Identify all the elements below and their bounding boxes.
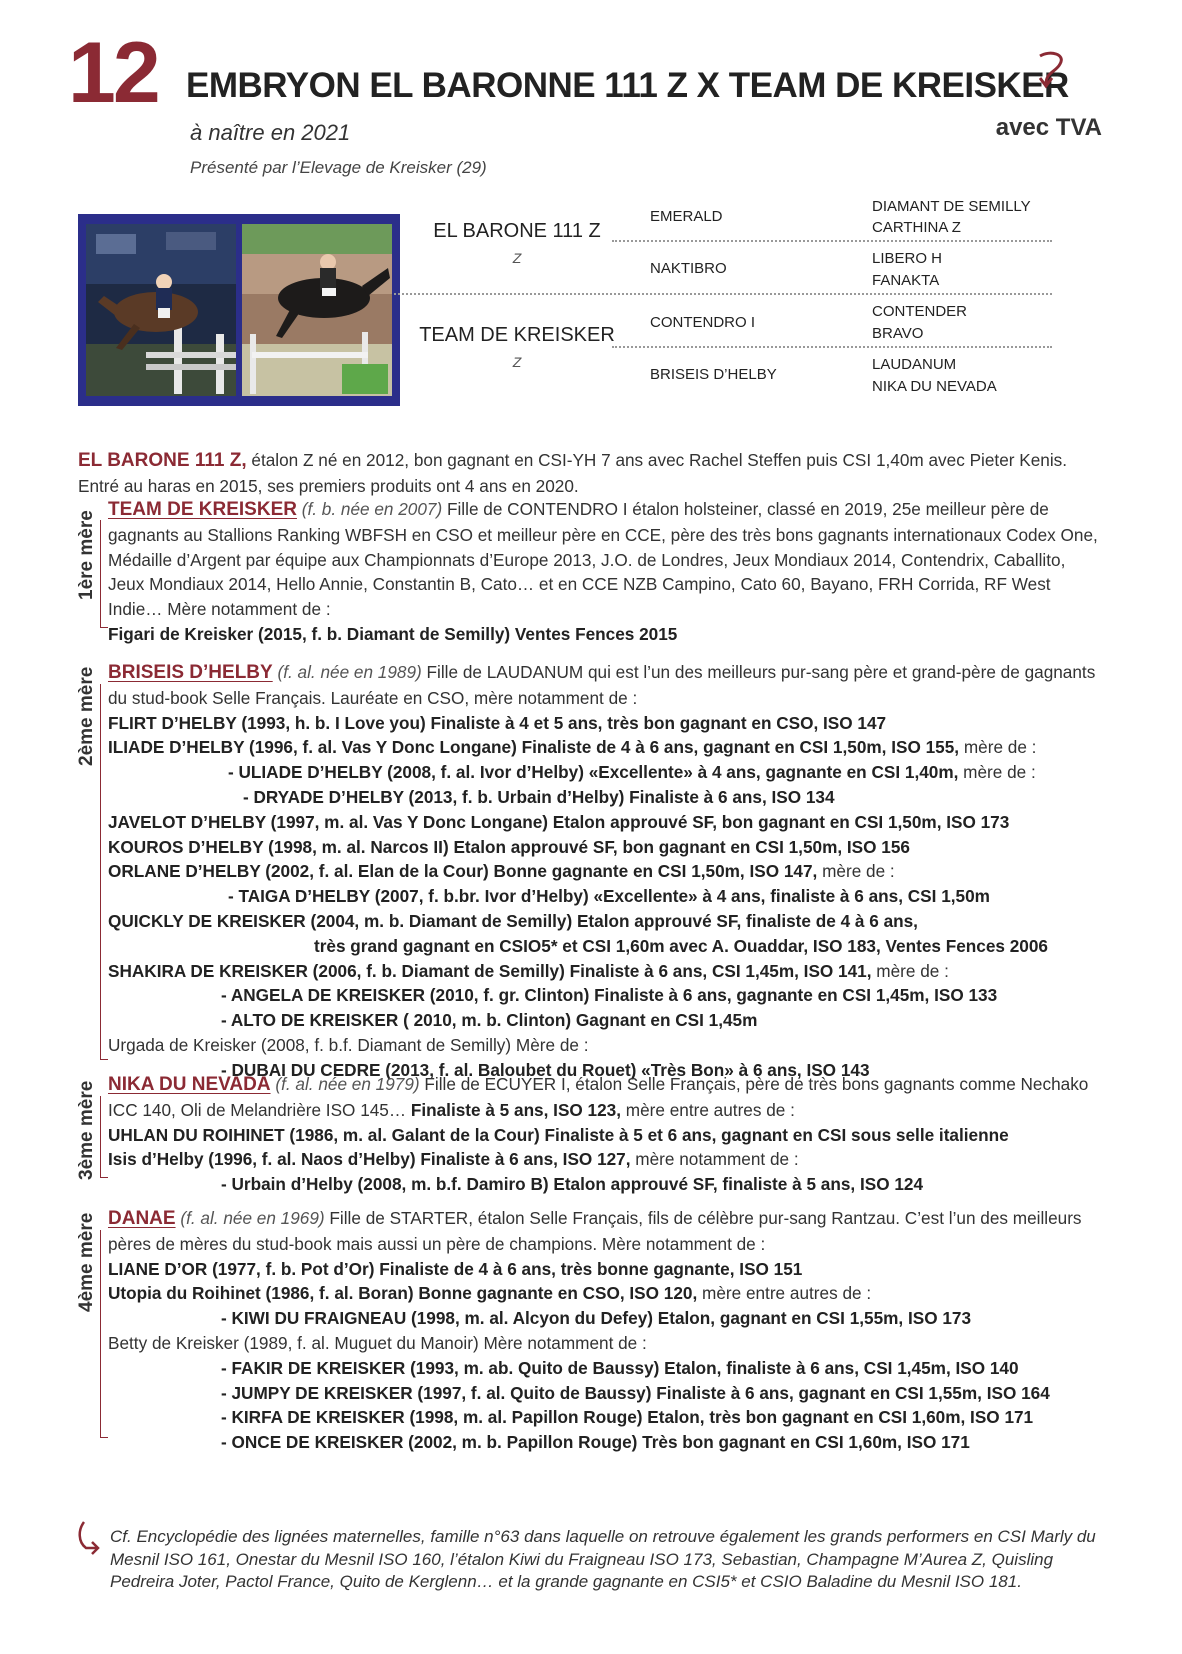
- mere-bracket: [100, 1230, 108, 1438]
- offspring-line: très grand gagnant en CSIO5* et CSI 1,60m avec A. Ouaddar, ISO 183, Ventes Fences 2006: [314, 935, 1048, 956]
- pedigree-great-grandparent: CONTENDER: [872, 303, 968, 320]
- mere-section-1: [108, 497, 1103, 647]
- pedigree-grandparent: NAKTIBRO: [650, 260, 727, 277]
- mere-section-4: [108, 1206, 1103, 1455]
- pedigree-table: [412, 198, 1102, 406]
- offspring-line: Isis d’Helby (1996, f. al. Naos d’Helby) Finaliste à 6 ans, ISO 127,: [108, 1149, 631, 1170]
- mere-section-2: [108, 660, 1103, 1083]
- show-jumping-photo-2: [242, 224, 392, 396]
- pedigree-dam-breed: Z: [512, 354, 522, 370]
- offspring-line: - Urbain d’Helby (2008, m. b.f. Damiro B) Etalon approuvé SF, finaliste à 5 ans, ISO 124: [221, 1174, 924, 1195]
- pedigree-grandparent: EMERALD: [650, 208, 723, 225]
- mere-meta: (f. b. née en 2007): [301, 499, 443, 519]
- mere-meta: (f. al. née en 1969): [180, 1208, 325, 1228]
- curved-arrow-icon: [1036, 50, 1068, 90]
- mere-name: TEAM DE KREISKER: [108, 499, 297, 520]
- offspring-line: QUICKLY DE KREISKER (2004, m. b. Diamant de Semilly) Etalon approuvé SF, finaliste de 4 à 6 ans,: [108, 910, 918, 931]
- footnote: Cf. Encyclopédie des lignées maternelles, famille n°63 dans laquelle on retrouve également les grands performers en CSI Marly du Mesnil ISO 161, Onestar du Mesnil ISO 160, l’étalon Kiwi du Fraigneau ISO 173, Sebastian, Champagne M’Aurea Z, Quisling Pedreira Joter, Pactol France, Quito de Kerglenn… et la grande gagnante en CSI5* et CSIO Baladine du Mesnil ISO 181.: [110, 1527, 1096, 1592]
- pedigree-great-grandparent: BRAVO: [872, 325, 924, 342]
- rank-label-2: 2ème mère: [76, 666, 97, 766]
- offspring-note: mère entre autres de :: [697, 1283, 872, 1304]
- curved-arrow-icon: [76, 1520, 102, 1558]
- offspring-line: LIANE D’OR (1977, f. b. Pot d’Or) Finaliste de 4 à 6 ans, très bonne gagnante, ISO 151: [108, 1258, 803, 1279]
- mere-text: Fille de ECUYER I, étalon Selle Français, père de très bons gagnants comme Nechako ICC 140, Oli de Melandrière ISO 145…: [108, 1074, 1089, 1120]
- offspring-line: SHAKIRA DE KREISKER (2006, f. b. Diamant de Semilly) Finaliste à 6 ans, CSI 1,45m, ISO 141,: [108, 960, 872, 981]
- mere-meta: (f. al. née en 1979): [275, 1074, 420, 1094]
- offspring-note: mère de :: [959, 737, 1037, 758]
- pedigree-dam: TEAM DE KREISKER: [419, 324, 615, 346]
- vat-label: avec TVA: [995, 114, 1102, 141]
- rank-label-1: 1ère mère: [76, 510, 97, 600]
- mere-section-3: [108, 1072, 1103, 1197]
- pedigree-great-grandparent: LIBERO H: [872, 250, 943, 267]
- pedigree-divider: [612, 346, 1052, 348]
- pedigree-great-grandparent: NIKA DU NEVADA: [872, 378, 997, 395]
- pedigree-great-grandparent: DIAMANT DE SEMILLY: [872, 198, 1031, 215]
- photo-frame: [78, 214, 400, 406]
- mere-text-bold: Finaliste à 5 ans, ISO 123,: [406, 1099, 622, 1120]
- mere-text: Fille de LAUDANUM qui est l’un des meilleurs pur-sang père et grand-père de gagnants du stud-book Selle Français. Lauréate en CSO, mère notamment de :: [108, 662, 1096, 708]
- offspring-line: - ULIADE D’HELBY (2008, f. al. Ivor d’Helby) «Excellente» à 4 ans, gagnante en CSI 1,40m,: [228, 762, 959, 783]
- offspring-line: ORLANE D’HELBY (2002, f. al. Elan de la Cour) Bonne gagnante en CSI 1,50m, ISO 147,: [108, 861, 818, 882]
- pedigree-great-grandparent: CARTHINA Z: [872, 219, 961, 236]
- rank-label-4: 4ème mère: [76, 1212, 97, 1312]
- offspring-line: - ALTO DE KREISKER ( 2010, m. b. Clinton) Gagnant en CSI 1,45m: [221, 1010, 758, 1031]
- mere-name: BRISEIS D’HELBY: [108, 662, 273, 683]
- lot-title: EMBRYON EL BARONNE 111 Z X TEAM DE KREISKER: [186, 66, 1069, 105]
- offspring-line: - DUBAI DU CEDRE (2013, f. al. Baloubet du Rouet) «Très Bon» à 6 ans, ISO 143: [221, 1059, 870, 1080]
- rank-label-3: 3ème mère: [76, 1080, 97, 1180]
- sire-description-lead: EL BARONE 111 Z,: [78, 450, 247, 471]
- offspring-line: Utopia du Roihinet (1986, f. al. Boran) Bonne gagnante en CSO, ISO 120,: [108, 1283, 698, 1304]
- offspring-line: UHLAN DU ROIHINET (1986, m. al. Galant de la Cour) Finaliste à 5 et 6 ans, gagnant en CSI sous selle italienne: [108, 1124, 1009, 1145]
- mere-bracket: [100, 1096, 108, 1178]
- offspring-note: mère de :: [817, 861, 895, 882]
- pedigree-grandparent: CONTENDRO I: [650, 314, 755, 331]
- mere-bracket: [100, 520, 108, 628]
- offspring-line: Betty de Kreisker (1989, f. al. Muguet du Manoir) Mère notamment de :: [108, 1332, 647, 1353]
- offspring-line: - KIRFA DE KREISKER (1998, m. al. Papillon Rouge) Etalon, très bon gagnant en CSI 1,60m, ISO 171: [221, 1407, 1034, 1428]
- mere-name: NIKA DU NEVADA: [108, 1074, 271, 1095]
- offspring-line: FLIRT D’HELBY (1993, h. b. I Love you) Finaliste à 4 et 5 ans, très bon gagnant en CSO, ISO 147: [108, 712, 887, 733]
- mere-text: Fille de CONTENDRO I étalon holsteiner, classé en 2019, 25e meilleur père de gagnants au Stallions Ranking WBFSH en CSO et meilleur père en CCE, père des très bons gagnants internationaux Codex One, Médaille d’Argent par équipe aux Championnats d’Europe 2013, J.O. de Londres, Jeux Mondiaux 2014, Contendrix, Caballito, Jeux Mondiaux 2014, Hello Annie, Constantin B, Cato… et en CCE NZB Campino, Cato 60, Bayano, FRH Corrida, RF West Indie… Mère notamment de :: [108, 499, 1098, 620]
- pedigree-great-grandparent: FANAKTA: [872, 272, 940, 289]
- offspring-line: - DRYADE D’HELBY (2013, f. b. Urbain d’Helby) Finaliste à 6 ans, ISO 134: [243, 786, 835, 807]
- offspring-line: KOUROS D’HELBY (1998, m. al. Narcos II) Etalon approuvé SF, bon gagnant en CSI 1,50m, ISO 156: [108, 836, 910, 857]
- pedigree-great-grandparent: LAUDANUM: [872, 356, 957, 373]
- pedigree-divider: [612, 240, 1052, 242]
- offspring-line: ILIADE D’HELBY (1996, f. al. Vas Y Donc Longane) Finaliste de 4 à 6 ans, gagnant en CSI 1,50m, ISO 155,: [108, 737, 960, 758]
- mere-meta: (f. al. née en 1989): [277, 662, 422, 682]
- pedigree-sire-breed: Z: [512, 250, 522, 266]
- mere-name: DANAE: [108, 1208, 176, 1229]
- offspring-line: - JUMPY DE KREISKER (1997, f. al. Quito de Baussy) Finaliste à 6 ans, gagnant en CSI 1,55m, ISO 164: [221, 1382, 1050, 1403]
- sire-description: [78, 448, 1103, 499]
- offspring-line: - TAIGA D’HELBY (2007, f. b.br. Ivor d’Helby) «Excellente» à 4 ans, finaliste à 6 ans, CSI 1,50m: [228, 886, 990, 907]
- offspring-line: Urgada de Kreisker (2008, f. b.f. Diamant de Semilly) Mère de :: [108, 1034, 589, 1055]
- offspring-note: mère de :: [871, 960, 949, 981]
- pedigree-divider: [394, 293, 1052, 295]
- presenter: Présenté par l’Elevage de Kreisker (29): [190, 158, 487, 177]
- show-jumping-photo-1: [86, 224, 236, 396]
- offspring-line: - ONCE DE KREISKER (2002, m. b. Papillon Rouge) Très bon gagnant en CSI 1,60m, ISO 171: [221, 1432, 970, 1453]
- offspring-line: JAVELOT D’HELBY (1997, m. al. Vas Y Donc Longane) Etalon approuvé SF, bon gagnant en CSI 1,50m, ISO 173: [108, 811, 1010, 832]
- pedigree-sire: EL BARONE 111 Z: [433, 220, 601, 242]
- offspring-note: mère de :: [958, 762, 1036, 783]
- mere-bracket: [100, 684, 108, 1060]
- offspring-line: - FAKIR DE KREISKER (1993, m. ab. Quito de Baussy) Etalon, finaliste à 6 ans, CSI 1,45m, ISO 140: [221, 1357, 1019, 1378]
- offspring-line: - KIWI DU FRAIGNEAU (1998, m. al. Alcyon du Defey) Etalon, gagnant en CSI 1,55m, ISO 173: [221, 1308, 972, 1329]
- pedigree-grandparent: BRISEIS D’HELBY: [650, 366, 777, 383]
- offspring-line: - ANGELA DE KREISKER (2010, f. gr. Clinton) Finaliste à 6 ans, gagnante en CSI 1,45m, ISO 133: [221, 985, 998, 1006]
- offspring-line: Figari de Kreisker (2015, f. b. Diamant de Semilly) Ventes Fences 2015: [108, 623, 678, 644]
- mere-text-end: mère entre autres de :: [621, 1099, 795, 1120]
- lot-number: 12: [68, 25, 158, 121]
- mere-text: Fille de STARTER, étalon Selle Français, fils de célèbre pur-sang Rantzau. C’est l’un des meilleurs pères de mères du stud-book mais aussi un père de champions. Mère notamment de :: [108, 1208, 1082, 1254]
- sire-description-body: étalon Z né en 2012, bon gagnant en CSI-YH 7 ans avec Rachel Steffen puis CSI 1,40m avec Pieter Kenis. Entré au haras en 2015, ses premiers produits ont 4 ans en 2020.: [78, 450, 1068, 496]
- offspring-note: mère notamment de :: [630, 1149, 799, 1170]
- subtitle: à naître en 2021: [190, 120, 351, 145]
